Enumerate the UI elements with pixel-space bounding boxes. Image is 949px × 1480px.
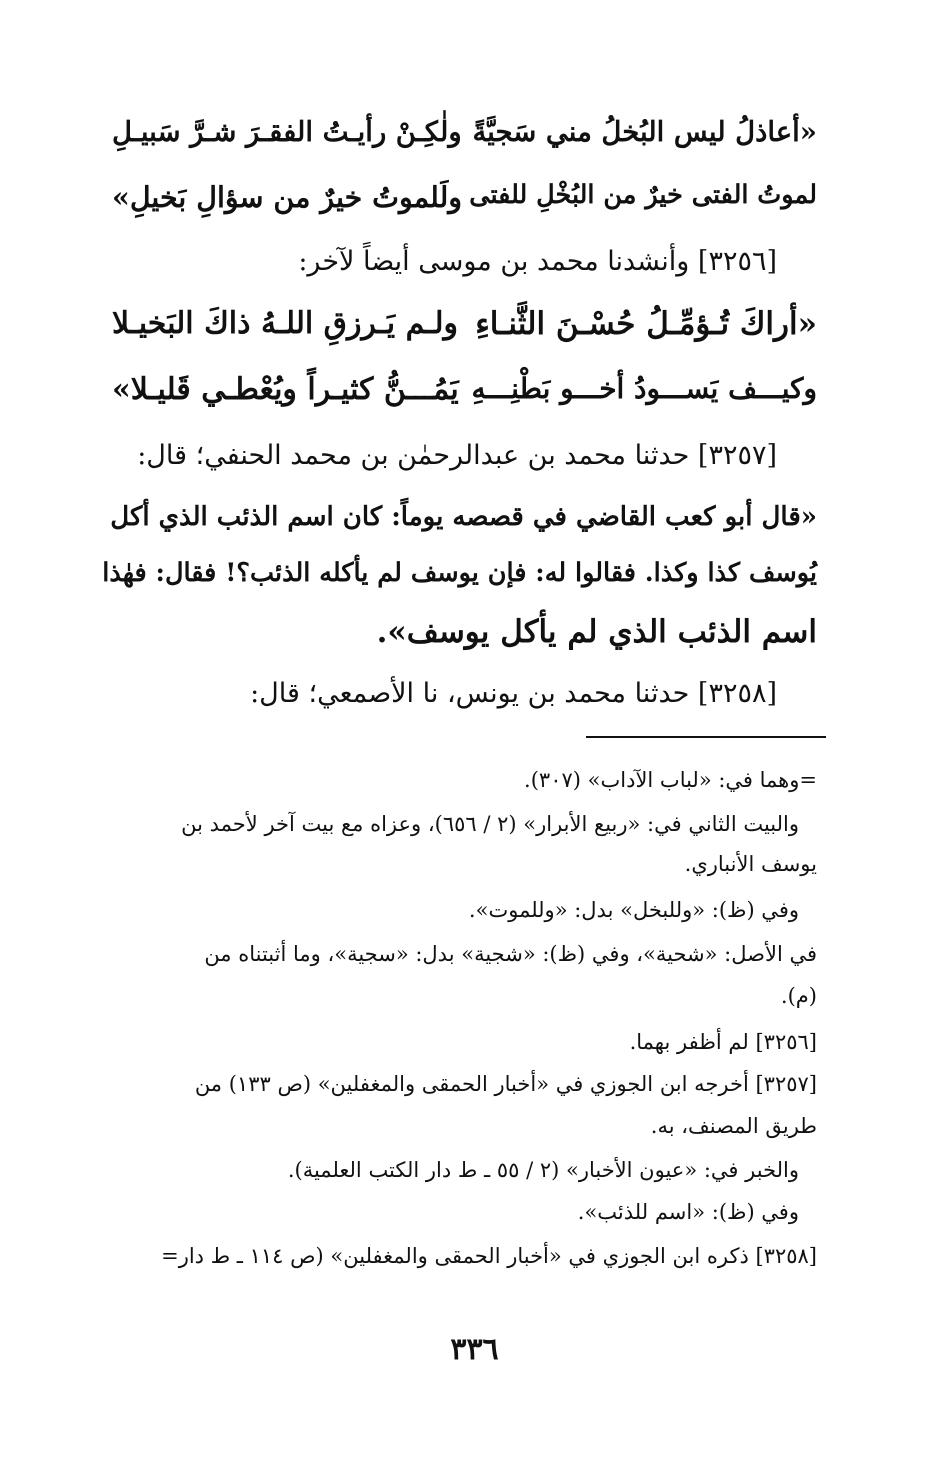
footnote-line: (م). [780,984,817,1008]
verse-3-second-hemistich: ولـم يَـرزقِ اللـهُ ذاكَ البَخيـلا [112,306,458,341]
footnote-line: والخبر في: «عيون الأخبار» (٢ / ٥٥ ـ ط دار الكتب العلمية). [287,1158,799,1182]
entry-3257: [٣٢٥٧] حدثنا محمد بن عبدالرحمٰن بن محمد الحنفي؛ قال: [137,440,777,471]
verse-2-first-hemistich: لموتُ الفتى خيرٌ من البُخْلِ للفتى [469,180,817,210]
verse-4-first-hemistich: وكيـــف يَســـودُ أخـــو بَطْنِـــهِ [471,372,817,405]
page-number: ٣٣٦ [450,1332,499,1367]
footnote-line: =وهما في: «لباب الآداب» (٣٠٧). [524,768,817,792]
footnote-line: يوسف الأنباري. [684,852,817,876]
footnote-line: وفي (ظ): «اسم للذئب». [577,1200,799,1224]
footnote-line: [٣٢٥٨] ذكره ابن الجوزي في «أخبار الحمقى والمغفلين» (ص ١١٤ ـ ط دار= [161,1244,817,1268]
quote-line: «قال أبو كعب القاضي في قصصه يوماً: كان اسم الذئب الذي أكل [110,502,817,532]
footnote-line: في الأصل: «شحية»، وفي (ظ): «شجية» بدل: «سجية»، وما أثبتناه من [204,942,817,966]
footnote-line: والبيت الثاني في: «ربيع الأبرار» (٢ / ٦٥٦)، وعزاه مع بيت آخر لأحمد بن [181,812,799,836]
footnote-line: [٣٢٥٦] لم أظفر بهما. [629,1030,817,1054]
verse-1-first-hemistich: «أعاذلُ ليس البُخلُ مني سَجيَّةً [472,116,817,148]
verse-4-second-hemistich: يَمُـــنُّ كثيـراً ويُعْطـي قَليـلا» [112,372,459,407]
quote-line: اسم الذئب الذي لم يأكل يوسف». [376,614,817,650]
verse-1-second-hemistich: ولٰكِـنْ رأيـتُ الفقـرَ شـرَّ سَبيـلِ [112,116,462,148]
entry-3256: [٣٢٥٦] وأنشدنا محمد بن موسى أيضاً لآخر: [298,246,777,277]
footnote-separator [586,736,826,738]
entry-3258: [٣٢٥٨] حدثنا محمد بن يونس، نا الأصمعي؛ قال: [250,678,777,709]
footnote-line: [٣٢٥٧] أخرجه ابن الجوزي في «أخبار الحمقى والمغفلين» (ص ١٣٣) من [194,1072,817,1096]
verse-3-first-hemistich: «أراكَ تُـؤمِّـلُ حُسْـنَ الثَّنـاءِ [475,306,817,342]
footnote-line: طريق المصنف، به. [650,1114,817,1138]
quote-line: يُوسف كذا وكذا. فقالوا له: فإن يوسف لم يأكله الذئب؟! فقال: فهٰذا [102,558,817,588]
verse-2-second-hemistich: ولَلموتُ خيرٌ من سؤالِ بَخيلِ» [112,180,463,214]
footnote-line: وفي (ظ): «وللبخل» بدل: «وللموت». [468,898,799,922]
